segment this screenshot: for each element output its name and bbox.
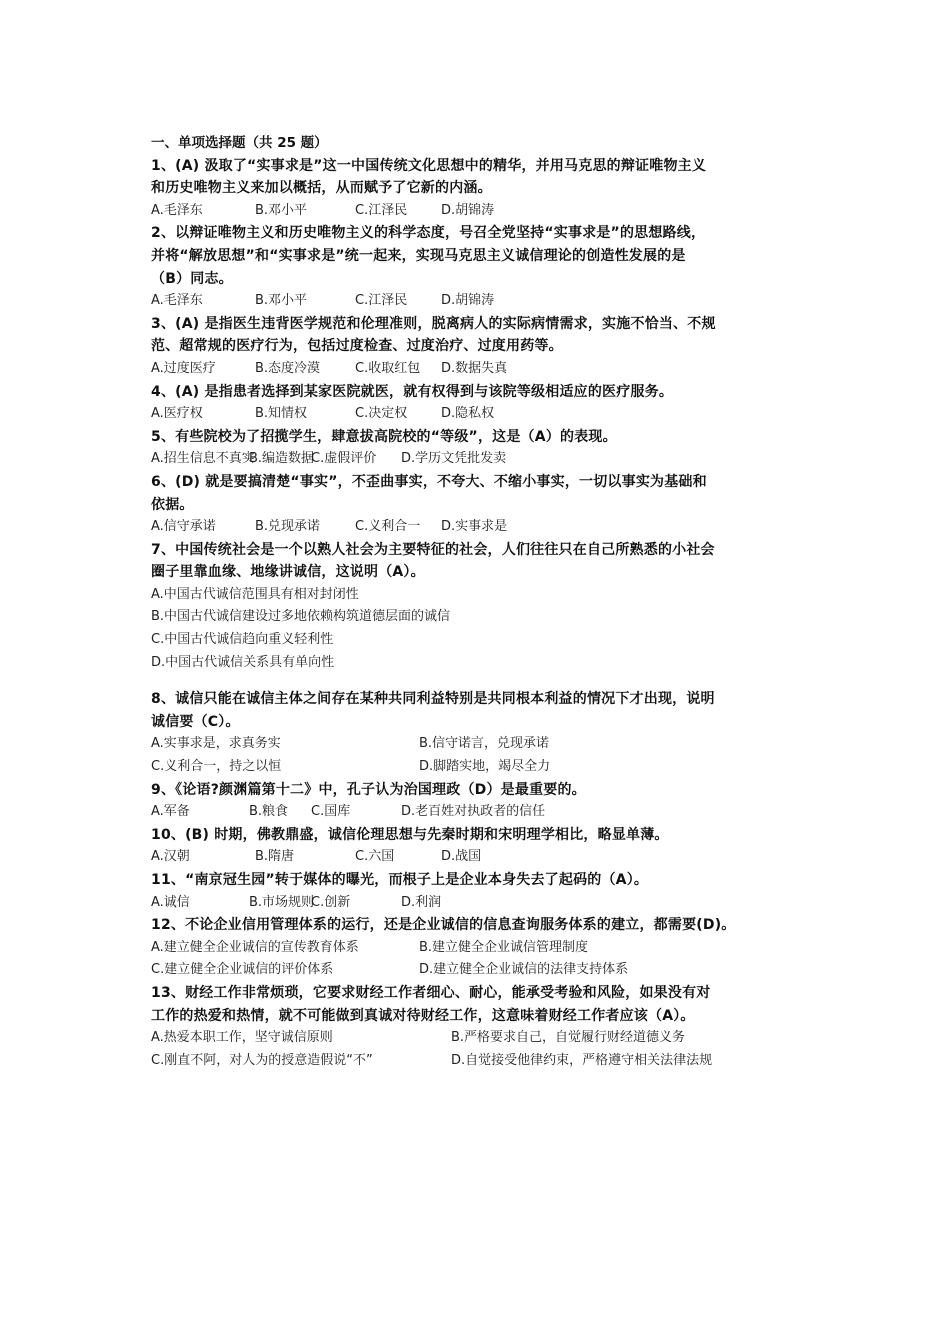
option-a: D.中国古代诚信关系具有单向性 bbox=[151, 654, 335, 670]
question-stem: 11、“南京冠生园”转于媒体的曝光，而根子上是企业本身失去了起码的（A）。 bbox=[151, 872, 649, 888]
option-d: D.学历文凭批发卖 bbox=[401, 451, 507, 467]
option-row bbox=[151, 516, 791, 539]
question-item bbox=[151, 779, 791, 824]
question-stem: 工作的热爱和热情，就不可能做到真诚对待财经工作，这意味着财经工作者应该（A）。 bbox=[151, 1007, 695, 1024]
option-b: B.邓小平 bbox=[255, 202, 308, 218]
question-item bbox=[151, 824, 791, 869]
option-d: D.数据失真 bbox=[441, 360, 508, 376]
option-row bbox=[151, 200, 791, 223]
option-a: B.中国古代诚信建设过多地依赖构筑道德层面的诚信 bbox=[151, 609, 451, 625]
option-b: B.兑现承诺 bbox=[255, 519, 321, 535]
option-c: C.义利合一 bbox=[355, 519, 421, 535]
option-a: A.汉朝 bbox=[151, 849, 190, 865]
option-b: B.态度冷漠 bbox=[255, 360, 321, 376]
option-b: B.粮食 bbox=[249, 804, 289, 820]
question-stem: 10、(B) 时期，佛教鼎盛，诚信伦理思想与先秦时期和宋明理学相比，略显单薄。 bbox=[151, 826, 669, 843]
option-row bbox=[151, 358, 791, 381]
option-b: B.知情权 bbox=[255, 406, 308, 422]
option-a: C.中国古代诚信趋向重义轻利性 bbox=[151, 632, 334, 648]
option-row bbox=[151, 606, 791, 629]
option-a: A.军备 bbox=[151, 804, 190, 820]
option-a: A.热爱本职工作，坚守诚信原则 bbox=[151, 1030, 333, 1046]
question-item bbox=[151, 155, 791, 223]
question-stem: 范、超常规的医疗行为，包括过度检查、过度治疗、过度用药等。 bbox=[151, 338, 563, 355]
question-stem: 13、财经工作非常烦琐，它要求财经工作者细心、耐心，能承受考验和风险，如果没有对 bbox=[151, 984, 711, 1001]
option-row bbox=[151, 892, 791, 915]
option-c: C.决定权 bbox=[355, 406, 408, 422]
question-item bbox=[151, 539, 791, 675]
option-b: B.编造数据 bbox=[249, 451, 315, 467]
option-a: A.过度医疗 bbox=[151, 360, 216, 376]
spacer bbox=[151, 674, 791, 688]
option-row bbox=[151, 1027, 791, 1050]
question-stem: 3、(A) 是指医生违背医学规范和伦理准则，脱离病人的实际病情需求，实施不恰当、不规 bbox=[151, 315, 716, 332]
question-stem: 12、不论企业信用管理体系的运行，还是企业诚信的信息查询服务体系的建立，都需要(D)。 bbox=[151, 917, 736, 934]
option-c: C.虚假评价 bbox=[311, 451, 377, 467]
question-list bbox=[151, 155, 791, 1073]
option-d: D.胡锦涛 bbox=[441, 202, 495, 218]
option-a: A.信守承诺 bbox=[151, 519, 216, 535]
option-a: C.刚直不阿，对人为的授意造假说“不” bbox=[151, 1052, 373, 1068]
option-row bbox=[151, 937, 791, 960]
question-stem: 2、以辩证唯物主义和历史唯物主义的科学态度，号召全党坚持“实事求是”的思想路线， bbox=[151, 225, 706, 242]
option-b: D.自觉接受他律约束，严格遵守相关法律法规 bbox=[451, 1052, 713, 1068]
option-d: D.实事求是 bbox=[441, 519, 508, 535]
option-a: A.建立健全企业诚信的宣传教育体系 bbox=[151, 939, 359, 955]
option-c: C.江泽民 bbox=[355, 202, 408, 218]
option-a: A.招生信息不真实 bbox=[151, 451, 255, 467]
option-row bbox=[151, 801, 791, 824]
option-b: B.市场规则 bbox=[249, 894, 315, 910]
option-row bbox=[151, 652, 791, 675]
question-stem: 圈子里靠血缘、地缘讲诚信，这说明（A）。 bbox=[151, 564, 425, 581]
option-d: D.利润 bbox=[401, 894, 442, 910]
option-c: C.江泽民 bbox=[355, 293, 408, 309]
question-item bbox=[151, 426, 791, 471]
option-a: C.义利合一，持之以恒 bbox=[151, 759, 282, 775]
option-row bbox=[151, 290, 791, 313]
question-document bbox=[151, 132, 791, 1072]
option-b: B.建立健全企业诚信管理制度 bbox=[419, 939, 589, 955]
question-item bbox=[151, 313, 791, 381]
option-row bbox=[151, 959, 791, 982]
question-item bbox=[151, 982, 791, 1072]
question-stem: 9、《论语?颜渊篇第十二》中，孔子认为治国理政（D）是最重要的。 bbox=[151, 781, 586, 798]
section-title: 一、单项选择题（共 25 题） bbox=[151, 135, 328, 151]
question-stem: 7、中国传统社会是一个以熟人社会为主要特征的社会，人们往往只在自己所熟悉的小社会 bbox=[151, 541, 715, 558]
option-d: D.隐私权 bbox=[441, 406, 495, 422]
option-d: D.胡锦涛 bbox=[441, 293, 495, 309]
question-item bbox=[151, 688, 791, 778]
option-b: D.建立健全企业诚信的法律支持体系 bbox=[419, 962, 629, 978]
question-item bbox=[151, 471, 791, 539]
option-row bbox=[151, 448, 791, 471]
question-stem: 并将“解放思想”和“实事求是”统一起来，实现马克思主义诚信理论的创造性发展的是 bbox=[151, 247, 686, 264]
option-b: B.严格要求自己，自觉履行财经道德义务 bbox=[451, 1030, 686, 1046]
option-c: C.收取红包 bbox=[355, 360, 421, 376]
option-b: B.隋唐 bbox=[255, 849, 295, 865]
option-b: D.脚踏实地，竭尽全力 bbox=[419, 759, 551, 775]
question-stem: 1、(A) 汲取了“实事求是”这一中国传统文化思想中的精华，并用马克思的辩证唯物主义 bbox=[151, 157, 707, 174]
question-stem: 依据。 bbox=[151, 496, 194, 513]
question-stem: 和历史唯物主义来加以概括，从而赋予了它新的内涵。 bbox=[151, 180, 492, 197]
question-item bbox=[151, 869, 791, 914]
question-stem: 诚信要（C）。 bbox=[151, 713, 240, 730]
option-b: B.邓小平 bbox=[255, 293, 308, 309]
question-item bbox=[151, 914, 791, 982]
question-stem: 4、(A) 是指患者选择到某家医院就医，就有权得到与该院等级相适应的医疗服务。 bbox=[151, 383, 674, 400]
option-a: A.毛泽东 bbox=[151, 202, 203, 218]
option-row bbox=[151, 584, 791, 607]
option-c: C.国库 bbox=[311, 804, 351, 820]
option-a: A.医疗权 bbox=[151, 406, 203, 422]
option-c: C.创新 bbox=[311, 894, 351, 910]
option-a: A.实事求是，求真务实 bbox=[151, 736, 281, 752]
question-stem: （B）同志。 bbox=[151, 270, 233, 287]
option-b: B.信守诺言，兑现承诺 bbox=[419, 736, 550, 752]
option-row bbox=[151, 403, 791, 426]
option-a: A.毛泽东 bbox=[151, 293, 203, 309]
question-item bbox=[151, 381, 791, 426]
option-d: D.战国 bbox=[441, 849, 482, 865]
option-row bbox=[151, 756, 791, 779]
option-d: D.老百姓对执政者的信任 bbox=[401, 804, 546, 820]
option-row bbox=[151, 1050, 791, 1073]
option-row bbox=[151, 846, 791, 869]
option-c: C.六国 bbox=[355, 849, 395, 865]
option-a: C.建立健全企业诚信的评价体系 bbox=[151, 962, 334, 978]
question-stem: 8、诚信只能在诚信主体之间存在某种共同利益特别是共同根本利益的情况下才出现，说明 bbox=[151, 691, 715, 708]
option-a: A.中国古代诚信范围具有相对封闭性 bbox=[151, 586, 359, 602]
question-stem: 5、有些院校为了招揽学生，肆意拔高院校的“等级”，这是（A）的表现。 bbox=[151, 428, 617, 445]
question-stem: 6、(D) 就是要搞清楚“事实”，不歪曲事实，不夸大、不缩小事实，一切以事实为基础和 bbox=[151, 473, 707, 490]
question-item bbox=[151, 222, 791, 312]
option-row bbox=[151, 629, 791, 652]
option-a: A.诚信 bbox=[151, 894, 190, 910]
option-row bbox=[151, 733, 791, 756]
